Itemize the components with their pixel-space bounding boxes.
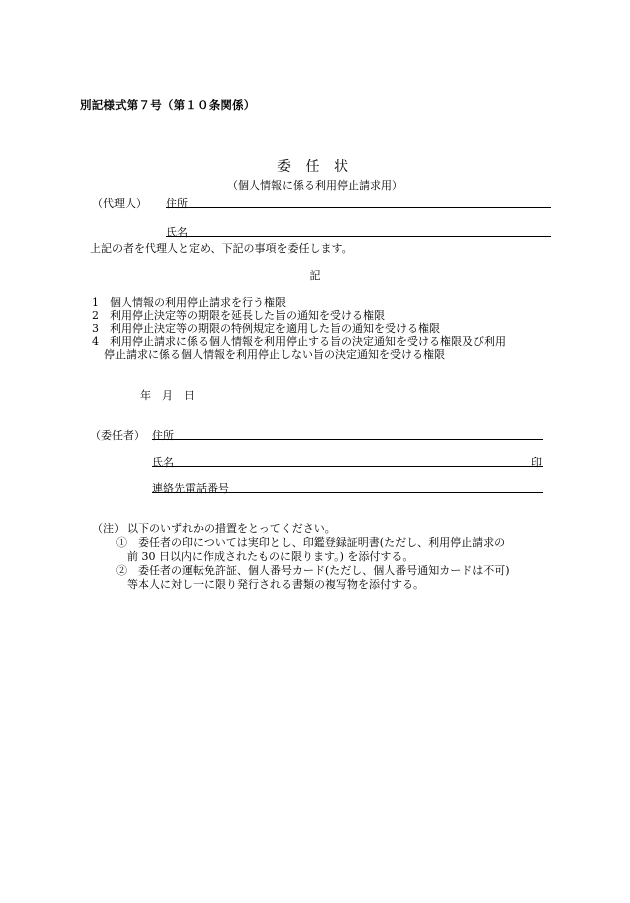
agent-name-line [166, 236, 551, 237]
agent-address-line [166, 207, 551, 208]
principal-name-line [152, 466, 543, 467]
note-1-line-2: 前 30 日以内に作成されたものに限ります。) を添付する。 [127, 550, 414, 563]
principal-phone-line [152, 492, 543, 493]
document-subtitle: （個人情報に係る利用停止請求用） [227, 179, 403, 192]
item-1: 1 個人情報の利用停止請求を行う権限 [92, 296, 286, 309]
note-2-line-1: ② 委任者の運転免許証、個人番号カード(ただし、個人番号通知カードは不可) [116, 564, 510, 577]
principal-address-label: 住所 [152, 429, 174, 442]
delegation-statement: 上記の者を代理人と定め、下記の事項を委任します。 [90, 242, 353, 255]
note-2-line-2: 等本人に対し一に限り発行される書類の複写物を添付する。 [127, 578, 424, 591]
note-1-line-1: ① 委任者の印については実印とし、印鑑登録証明書(ただし、利用停止請求の [116, 536, 506, 549]
agent-role-label: （代理人） [92, 197, 147, 210]
item-2: 2 利用停止決定等の期限を延長した旨の通知を受ける権限 [92, 309, 385, 322]
seal-label: 印 [531, 456, 542, 469]
principal-phone-label: 連絡先電話番号 [152, 482, 229, 495]
principal-name-label: 氏名 [152, 456, 174, 469]
principal-address-line [152, 439, 543, 440]
form-number: 別記様式第７号（第１０条関係） [80, 98, 256, 112]
notes-label: （注） [92, 522, 125, 535]
ki-heading: 記 [309, 269, 321, 282]
principal-role-label: （委任者） [90, 429, 145, 442]
document-title: 委 任 状 [277, 159, 353, 175]
item-4: 4 利用停止請求に係る個人情報を利用停止する旨の決定通知を受ける権限及び利用 [92, 335, 506, 348]
item-4-continued: 停止請求に係る個人情報を利用停止しない旨の決定通知を受ける権限 [104, 348, 445, 361]
notes-intro: 以下のいずれかの措置をとってください。 [127, 522, 336, 535]
agent-name-label: 氏名 [166, 226, 188, 239]
item-3: 3 利用停止決定等の期限の特例規定を適用した旨の通知を受ける権限 [92, 322, 440, 335]
agent-address-label: 住所 [166, 197, 188, 210]
date-line: 年 月 日 [140, 389, 195, 402]
